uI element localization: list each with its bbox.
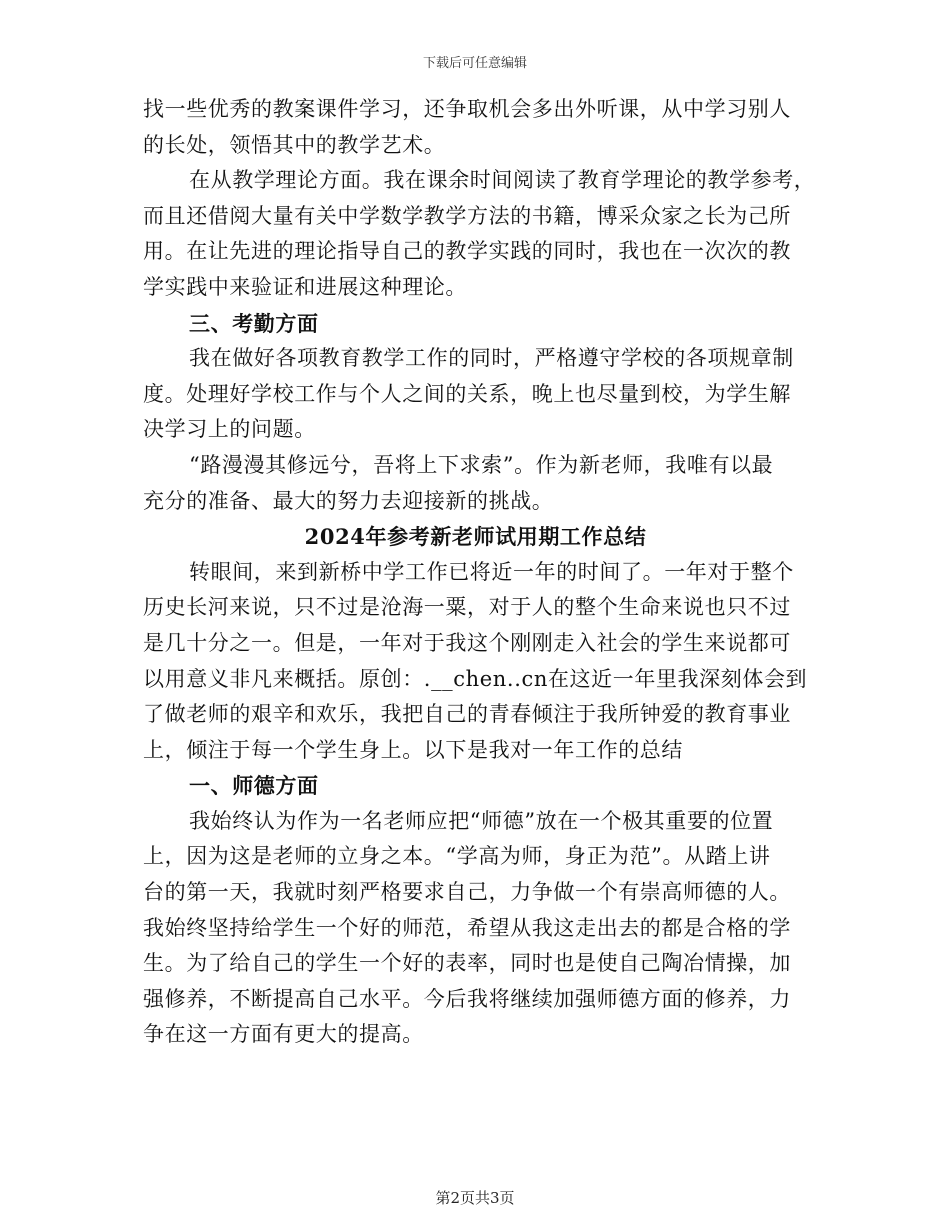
- body-text-line: 度。处理好学校工作与个人之间的关系，晚上也尽量到校，为学生解: [143, 381, 791, 406]
- body-text-line: 争在这一方面有更大的提高。: [143, 1022, 424, 1047]
- body-text-line: 充分的准备、最大的努力去迎接新的挑战。: [143, 488, 554, 513]
- body-text-line: “路漫漫其修远兮，吾将上下求索”。作为新老师，我唯有以最: [189, 452, 774, 477]
- body-text-line: 而且还借阅大量有关中学数学教学方法的书籍，博采众家之长为己所: [143, 203, 791, 228]
- body-text-line: 我始终坚持给学生一个好的师范，希望从我这走出去的都是合格的学: [143, 915, 791, 940]
- body-text-line: 用。在让先进的理论指导自己的教学实践的同时，我也在一次次的教: [143, 239, 791, 264]
- body-text-line: 在从教学理论方面。我在课余时间阅读了教育学理论的教学参考，: [189, 168, 816, 193]
- body-text-line: 强修养，不断提高自己水平。今后我将继续加强师德方面的修养，力: [143, 986, 791, 1011]
- section-heading: 三、考勤方面: [189, 310, 319, 336]
- body-text-line: 台的第一天，我就时刻严格要求自己，力争做一个有崇高师德的人。: [143, 880, 791, 905]
- page-header: 下载后可任意编辑: [422, 56, 527, 71]
- body-text-line: 决学习上的问题。: [143, 417, 316, 442]
- body-text-line: 历史长河来说，只不过是沧海一粟，对于人的整个生命来说也只不过: [143, 595, 791, 620]
- body-text-line: 是几十分之一。但是，一年对于我这个刚刚走入社会的学生来说都可: [143, 630, 791, 655]
- body-text-line: 上，因为这是老师的立身之本。“学高为师，身正为范”。从踏上讲: [143, 844, 771, 869]
- body-text-line: 了做老师的艰辛和欢乐，我把自己的青春倾注于我所钟爱的教育事业: [143, 702, 791, 727]
- body-text-line: 的长处，领悟其中的教学艺术。: [143, 132, 446, 157]
- body-text-line: 上，倾注于每一个学生身上。以下是我对一年工作的总结: [143, 737, 683, 762]
- body-text-line: 转眼间，来到新桥中学工作已将近一年的时间了。一年对于整个: [189, 559, 794, 584]
- body-text-line: 学实践中来验证和进展这种理论。: [143, 274, 467, 299]
- body-text-line: 找一些优秀的教案课件学习，还争取机会多出外听课，从中学习别人: [143, 97, 791, 121]
- body-text-line: 我始终认为作为一名老师应把“师德”放在一个极其重要的位置: [189, 808, 774, 833]
- body-text-line: 我在做好各项教育教学工作的同时，严格遵守学校的各项规章制: [189, 346, 794, 371]
- body-text-line: 以用意义非凡来概括。原创：.__chen..cn在这近一年里我深刻体会到: [143, 666, 808, 691]
- document-body: [143, 92, 816, 1053]
- section-heading: 一、师德方面: [189, 773, 319, 799]
- body-text-line: 生。为了给自己的学生一个好的表率，同时也是使自己陶冶情操，加: [143, 951, 791, 976]
- page-footer: 第2页共3页: [435, 1189, 515, 1207]
- document-title: 2024年参考新老师试用期工作总结: [304, 524, 647, 550]
